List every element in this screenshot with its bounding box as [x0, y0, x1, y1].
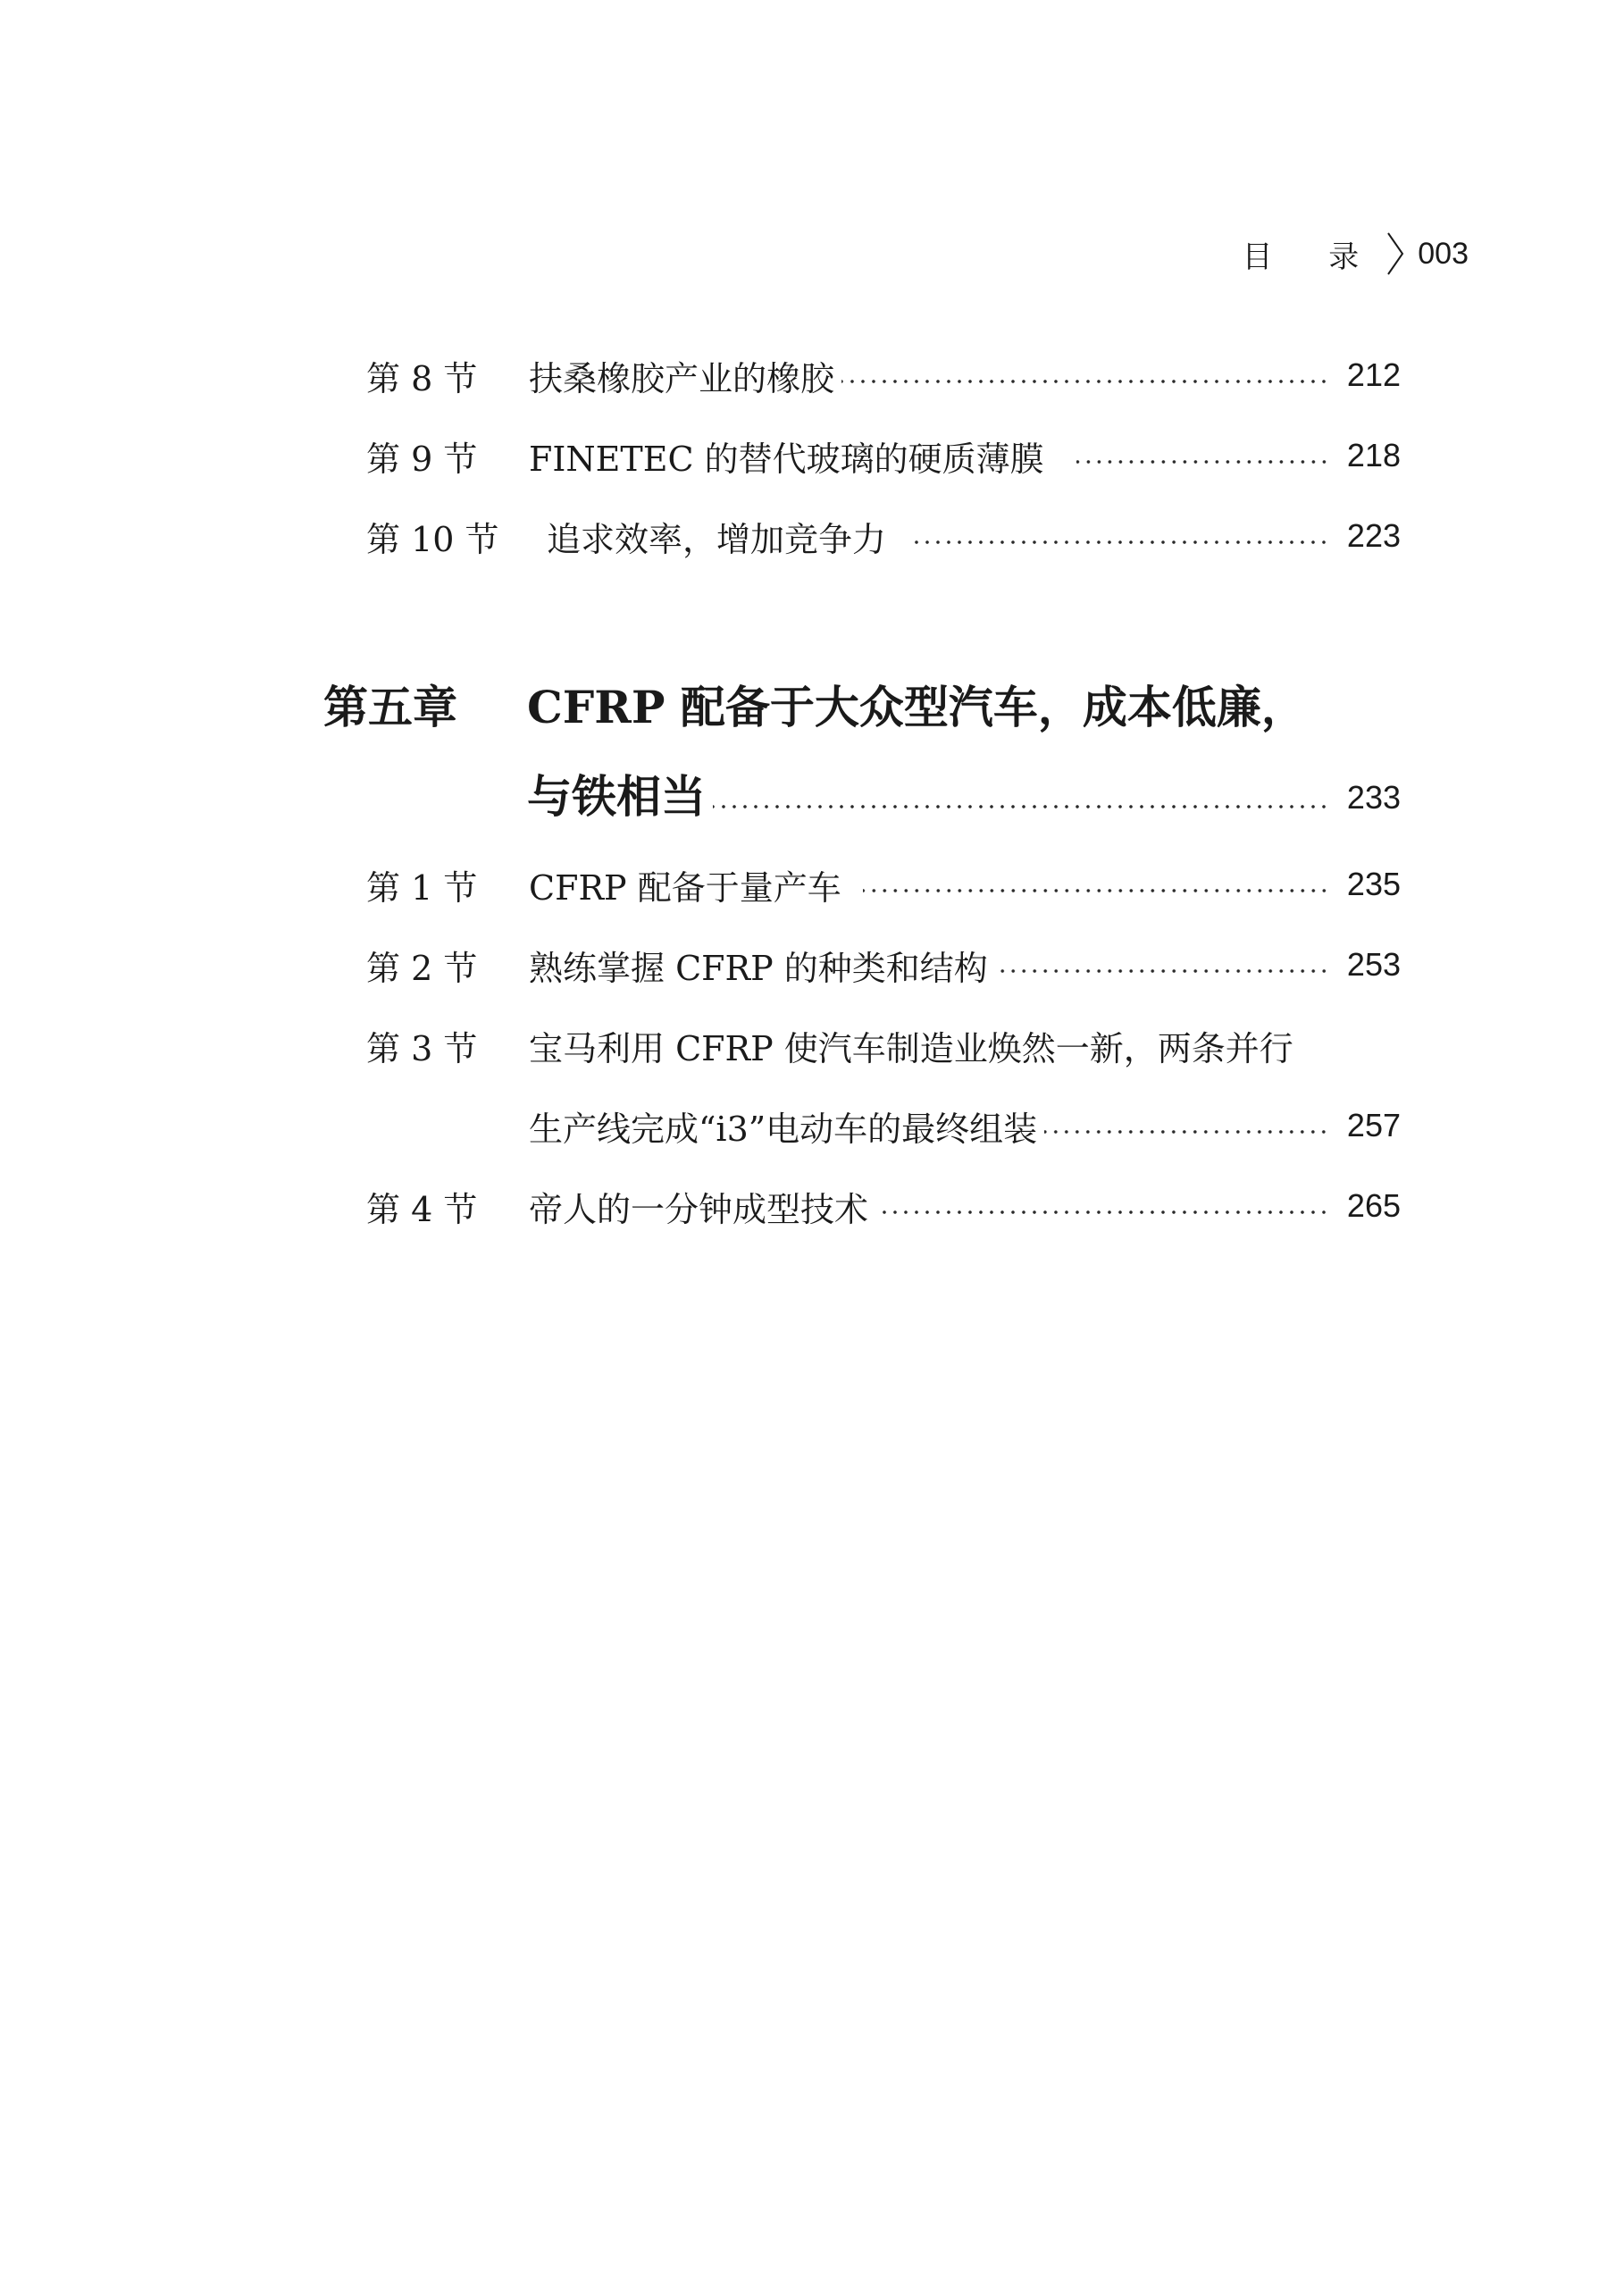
- dot-leader: [875, 1210, 1329, 1215]
- section-title: 扶桑橡胶产业的橡胶: [529, 358, 835, 398]
- section-title: CFRP 配备于量产车: [529, 867, 841, 908]
- header-title: 目 录: [1242, 239, 1383, 275]
- section-page: 223: [1346, 517, 1401, 554]
- section-label: 第 4 节: [366, 1189, 478, 1229]
- section-label: 第 10 节: [366, 519, 499, 559]
- section-page: 265: [1346, 1187, 1401, 1224]
- section-label: 第 1 节: [366, 867, 478, 908]
- section-title: 宝马利用 CFRP 使汽车制造业焕然一新，两条并行: [529, 1028, 1293, 1068]
- toc-entry-continued[interactable]: [366, 1099, 1401, 1152]
- section-label: 第 9 节: [366, 439, 478, 479]
- dot-leader: [995, 968, 1329, 974]
- chapter-title-line2: 与铁相当: [527, 770, 706, 823]
- section-page: 253: [1346, 946, 1401, 983]
- section-page: 212: [1346, 356, 1401, 393]
- chapter-label: 第五章: [323, 681, 457, 733]
- toc-entry[interactable]: [366, 858, 1401, 911]
- chapter-page: 233: [1346, 779, 1401, 816]
- section-label: 第 3 节: [366, 1028, 478, 1068]
- section-page: 235: [1346, 866, 1401, 902]
- chapter-heading[interactable]: [323, 668, 1401, 740]
- section-page: 218: [1346, 437, 1401, 473]
- chapter-title-line1: CFRP 配备于大众型汽车，成本低廉，: [527, 681, 1306, 733]
- dot-leader: [713, 804, 1329, 809]
- dot-leader: [863, 888, 1329, 893]
- dot-leader: [841, 379, 1329, 384]
- toc-entry[interactable]: [366, 509, 1401, 563]
- toc-entry[interactable]: [366, 1018, 1401, 1072]
- section-title-continued: 生产线完成“i3”电动车的最终组装: [529, 1109, 1038, 1149]
- section-title: FINETEC 的替代玻璃的硬质薄膜: [529, 439, 1044, 479]
- section-label: 第 8 节: [366, 358, 478, 398]
- toc-entry[interactable]: [366, 348, 1401, 402]
- dot-leader: [1044, 1129, 1329, 1135]
- toc-entry[interactable]: [366, 938, 1401, 992]
- toc-entry[interactable]: [366, 1179, 1401, 1233]
- dot-leader: [911, 540, 1329, 545]
- page-number: 003: [1418, 236, 1469, 271]
- toc-entry[interactable]: [366, 429, 1401, 482]
- section-page: 257: [1346, 1107, 1401, 1143]
- section-title: 帝人的一分钟成型技术: [529, 1189, 869, 1229]
- section-title: 熟练掌握 CFRP 的种类和结构: [529, 948, 988, 988]
- section-label: 第 2 节: [366, 948, 478, 988]
- chapter-heading-continued[interactable]: [527, 758, 1401, 829]
- dot-leader: [1076, 459, 1329, 465]
- section-title: 追求效率，增加竞争力: [547, 519, 887, 559]
